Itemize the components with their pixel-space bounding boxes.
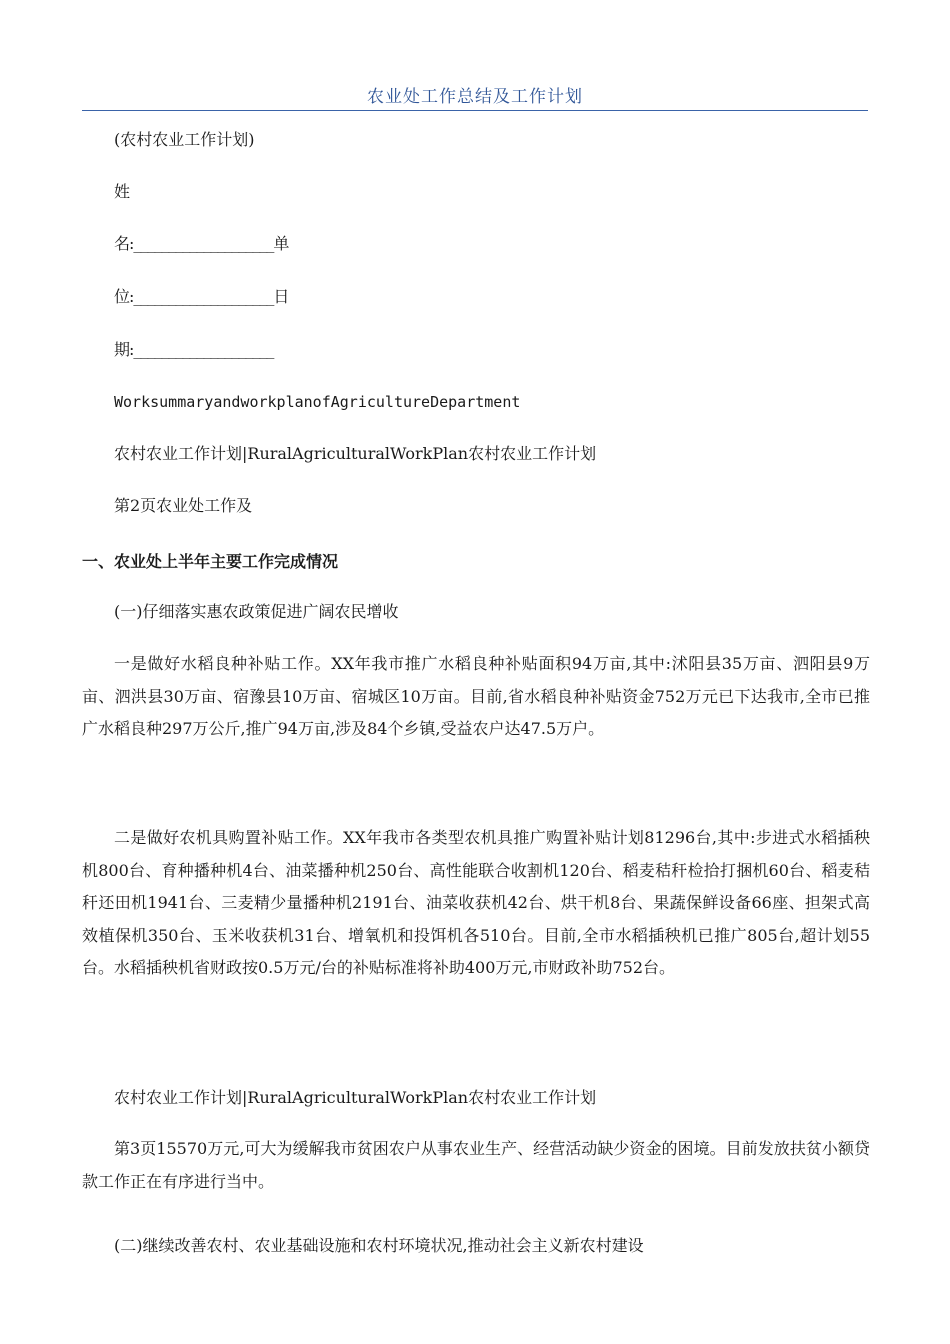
- paragraph-poverty-loans: 第3页15570万元,可大为缓解我市贫困农户从事农业生产、经营活动缺少资金的困境。目前发放扶贫小额贷款工作正在有序进行当中。: [82, 1139, 870, 1191]
- running-footer-2: 农村农业工作计划|RuralAgriculturalWorkPlan农村农业工作计划: [114, 1088, 597, 1107]
- unit-field-line: 位:____________________日: [114, 287, 289, 306]
- name-label-char: 姓: [114, 182, 131, 201]
- paragraph-machinery-subsidy: 二是做好农机具购置补贴工作。XX年我市各类型农机具推广购置补贴计划81296台,其中:步进式水稻插秧机800台、育种播种机4台、油菜播种机250台、高性能联合收割机120台、稻麦秸秆检拾打捆机60台、稻麦秸秆还田机1941台、三麦精少量播种机2191台、油菜收获机42台、烘干机8台、果蔬保鲜设备66座、担架式高效植保机350台、玉米收获机31台、增氧机和投饵机各510台。目前,全市水稻插秧机已推广805台,超计划55台。水稻插秧机省财政按0.5万元/台的补贴标准将补助400万元,市财政补助752台。: [82, 828, 870, 977]
- section-heading-1: 一、农业处上半年主要工作完成情况: [82, 552, 339, 571]
- english-title: WorksummaryandworkplanofAgricultureDepartment: [114, 393, 521, 411]
- subsection-heading-1: (一)仔细落实惠农政策促进广阔农民增收: [114, 602, 399, 621]
- document-title: 农业处工作总结及工作计划: [367, 87, 583, 107]
- name-field-line: 名:____________________单: [114, 234, 289, 253]
- paragraph-rice-subsidy: 一是做好水稻良种补贴工作。XX年我市推广水稻良种补贴面积94万亩,其中:沭阳县35万亩、泗阳县9万亩、泗洪县30万亩、宿豫县10万亩、宿城区10万亩。目前,省水稻良种补贴资金752万元已下达我市,全市已推广水稻良种297万公斤,推广94万亩,涉及84个乡镇,受益农户达47.5万户。: [82, 654, 870, 738]
- cover-subtitle: (农村农业工作计划): [114, 130, 255, 149]
- page-header: [82, 82, 868, 111]
- page-2-line: 第2页农业处工作及: [114, 496, 253, 515]
- date-field-line: 期:____________________: [114, 340, 274, 359]
- subsection-heading-2: (二)继续改善农村、农业基础设施和农村环境状况,推动社会主义新农村建设: [114, 1236, 644, 1255]
- running-footer-1: 农村农业工作计划|RuralAgriculturalWorkPlan农村农业工作计划: [114, 444, 597, 463]
